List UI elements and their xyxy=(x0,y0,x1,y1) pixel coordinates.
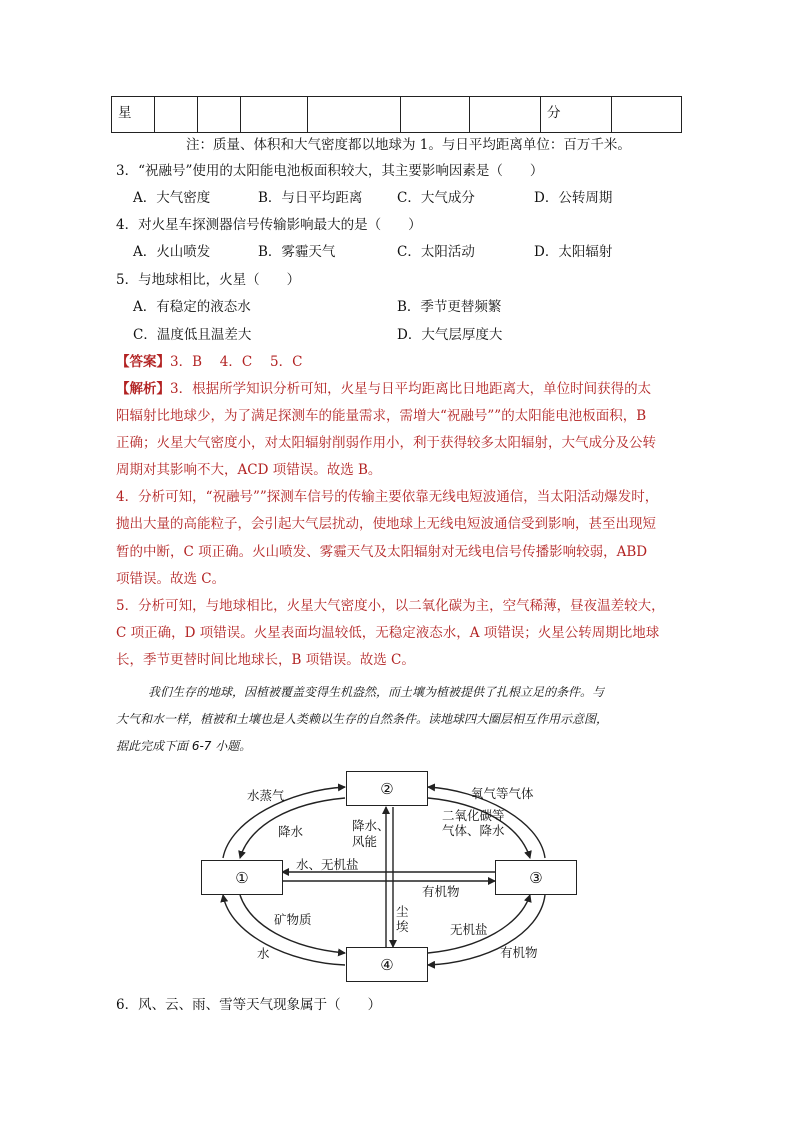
table-cell-row-label: 星 xyxy=(112,97,155,133)
label-organic-bottom: 有机物 xyxy=(500,945,538,960)
box-4-lithosphere: ④ xyxy=(346,947,428,982)
analysis-line-4: 周期对其影响不大，ACD 项错误。故选 B。 xyxy=(116,462,382,478)
question-4-stem: 4．对火星车探测器信号传输影响最大的是（ ） xyxy=(116,217,422,233)
box-1-hydrosphere: ① xyxy=(201,860,283,895)
table-cell xyxy=(198,97,241,133)
analysis-line-10: C 项正确，D 项错误。火星表面均温较低，无稳定液态水，A 项错误；火星公转周期比地球 xyxy=(116,625,660,641)
analysis-line-11: 长，季节更替时间比地球长，B 项错误。故选 C。 xyxy=(116,652,415,668)
label-co2-2: 气体、降水 xyxy=(442,823,505,838)
q4-option-b: B．雾霾天气 xyxy=(258,244,336,260)
table-cell xyxy=(612,97,682,133)
q3-option-b: B．与日平均距离 xyxy=(258,190,363,206)
table-cell xyxy=(155,97,198,133)
q3-option-d: D．公转周期 xyxy=(534,190,613,206)
label-organic-mid: 有机物 xyxy=(422,884,460,899)
label-inorganic-salt: 无机盐 xyxy=(450,922,488,937)
table-cell xyxy=(401,97,470,133)
intro-line-3: 据此完成下面 6-7 小题。 xyxy=(116,739,252,753)
analysis-line-5: 4．分析可知，“祝融号””探测车信号的传输主要依靠无线电短波通信，当太阳活动爆发时， xyxy=(116,489,659,505)
answer-text: 3．B 4．C 5．C xyxy=(170,354,303,370)
q5-option-d: D．大气层厚度大 xyxy=(397,327,503,343)
box-2-atmosphere: ② xyxy=(346,771,428,806)
q4-option-a: A．火山喷发 xyxy=(133,244,211,260)
table-cell xyxy=(470,97,541,133)
table-cell xyxy=(241,97,308,133)
analysis-line-2: 阳辐射比地球少，为了满足探测车的能量需求，需增大“祝融号””的太阳能电池板面积，B xyxy=(116,408,647,424)
analysis-text: 3．根据所学知识分析可知，火星与日平均距离比日地距离大，单位时间获得的太 xyxy=(170,381,652,397)
q5-option-b: B．季节更替频繁 xyxy=(397,299,502,315)
label-water-salt: 水、无机盐 xyxy=(296,857,359,872)
analysis-line-9: 5．分析可知，与地球相比，火星大气密度小，以二氧化碳为主，空气稀薄，昼夜温差较大， xyxy=(116,598,665,614)
answer-line xyxy=(116,353,302,371)
q5-option-a: A．有稳定的液态水 xyxy=(133,299,251,315)
label-water-bottom: 水 xyxy=(257,946,270,961)
answer-label: 【答案】 xyxy=(116,354,170,370)
box-3-biosphere: ③ xyxy=(495,860,577,895)
label-water-vapor: 水蒸气 xyxy=(247,788,285,803)
q3-option-c: C．大气成分 xyxy=(397,190,475,206)
label-minerals: 矿物质 xyxy=(274,912,312,927)
analysis-line-8: 项错误。故选 C。 xyxy=(116,571,226,587)
q4-option-d: D．太阳辐射 xyxy=(534,244,613,260)
question-6-stem: 6．风、云、雨、雪等天气现象属于（ ） xyxy=(116,997,382,1013)
intro-line-1: 我们生存的地球，因植被覆盖变得生机盎然，而土壤为植被提供了扎根立足的条件。与 xyxy=(148,685,605,699)
question-5-stem: 5．与地球相比，火星（ ） xyxy=(116,272,301,288)
analysis-line-3: 正确；火星大气密度小，对太阳辐射削弱作用小，利于获得较多太阳辐射，大气成分及公转 xyxy=(116,435,656,451)
table-cell xyxy=(308,97,401,133)
label-rain-left: 降水 xyxy=(278,824,304,839)
label-rain-wind-2: 风能 xyxy=(352,834,378,849)
arc-water-bottom xyxy=(223,895,345,965)
q4-option-c: C．太阳活动 xyxy=(397,244,475,260)
label-dust-1: 尘 xyxy=(396,904,409,919)
table-cell-fen: 分 xyxy=(541,97,612,133)
question-3-stem: 3．“祝融号”使用的太阳能电池板面积较大，其主要影响因素是（ ） xyxy=(116,163,544,179)
label-oxygen: 氧气等气体 xyxy=(471,786,534,801)
label-co2-1: 二氧化碳等 xyxy=(442,808,505,823)
table-note: 注：质量、体积和大气密度都以地球为 1。与日平均距离单位：百万千米。 xyxy=(186,137,631,153)
analysis-line-6: 抛出大量的高能粒子，会引起大气层扰动，使地球上无线电短波通信受到影响，甚至出现短 xyxy=(116,516,656,532)
analysis-line-1 xyxy=(116,380,651,398)
label-dust-2: 埃 xyxy=(396,919,409,934)
analysis-line-7: 暂的中断，C 项正确。火山喷发、雾霾天气及太阳辐射对无线电信号传播影响较弱，ABD xyxy=(116,544,648,560)
intro-line-2: 大气和水一样，植被和土壤也是人类赖以生存的自然条件。读地球四大圈层相互作用示意图， xyxy=(116,712,609,726)
q5-option-c: C．温度低且温差大 xyxy=(133,327,252,343)
label-rain-wind-1: 降水、 xyxy=(352,818,390,833)
data-table-fragment xyxy=(111,96,682,133)
table-row xyxy=(112,97,682,133)
analysis-label: 【解析】 xyxy=(116,381,170,397)
q3-option-a: A．大气密度 xyxy=(133,190,211,206)
